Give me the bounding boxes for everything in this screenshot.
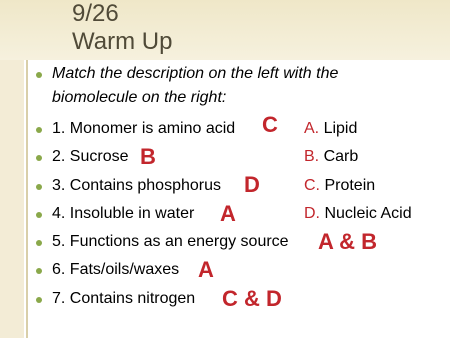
- option-a-text: Lipid: [319, 120, 358, 137]
- answer-7: C & D: [222, 286, 282, 311]
- item-7: 7. Contains nitrogen: [52, 290, 196, 307]
- answer-6: A: [198, 257, 214, 282]
- option-b-letter: B.: [304, 148, 320, 165]
- option-d: [304, 204, 412, 224]
- answer-5: A & B: [318, 229, 378, 254]
- bullet-icon: [36, 155, 42, 161]
- instructions-line-2: biomolecule on the right:: [52, 89, 227, 106]
- bullet-icon: [36, 297, 42, 303]
- bullet-icon: [36, 127, 42, 133]
- bullet-icon: [36, 72, 42, 78]
- option-b: [304, 147, 358, 167]
- answer-4: A: [220, 201, 236, 226]
- item-6: 6. Fats/oils/waxes: [52, 261, 180, 278]
- item-1: 1. Monomer is amino acid: [52, 120, 236, 137]
- option-b-text: Carb: [319, 148, 359, 165]
- option-c: [304, 176, 375, 196]
- answer-3: D: [244, 172, 260, 197]
- bullet-icon: [36, 184, 42, 190]
- answer-2: B: [140, 144, 156, 169]
- item-3: 3. Contains phosphorus: [52, 177, 221, 194]
- item-2: 2. Sucrose: [52, 148, 129, 165]
- bullet-icon: [36, 212, 42, 218]
- bullet-icon: [36, 268, 42, 274]
- title-text: Warm Up: [72, 28, 173, 55]
- title-date: 9/26: [72, 0, 119, 27]
- item-4: 4. Insoluble in water: [52, 205, 195, 222]
- instructions-line-1: Match the description on the left with the: [52, 65, 339, 82]
- slide-title: [72, 0, 372, 56]
- answer-1: C: [262, 112, 278, 137]
- item-5: 5. Functions as an energy source: [52, 233, 289, 250]
- option-a: [304, 119, 357, 139]
- option-d-text: Nucleic Acid: [320, 205, 412, 222]
- option-c-text: Protein: [320, 177, 376, 194]
- option-c-letter: C.: [304, 177, 320, 194]
- bullet-icon: [36, 240, 42, 246]
- option-d-letter: D.: [304, 205, 320, 222]
- option-a-letter: A.: [304, 120, 320, 137]
